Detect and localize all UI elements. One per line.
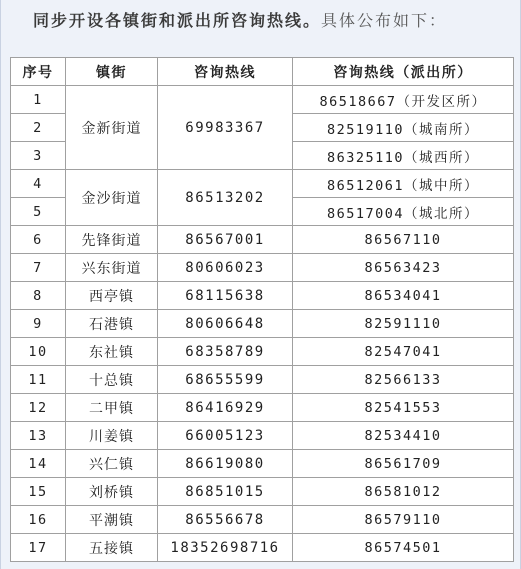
table-row [11, 254, 514, 282]
town-name: 西亭镇 [66, 282, 158, 310]
table-body [11, 86, 514, 562]
town-name: 十总镇 [66, 366, 158, 394]
town-hotline: 69983367 [158, 86, 293, 170]
station-hotline: 86518667（开发区所） [293, 86, 514, 114]
town-name: 金新街道 [66, 86, 158, 170]
table-row [11, 226, 514, 254]
table-row [11, 282, 514, 310]
row-index: 5 [11, 198, 66, 226]
town-name: 五接镇 [66, 534, 158, 562]
row-index: 16 [11, 506, 66, 534]
town-name: 金沙街道 [66, 170, 158, 226]
town-hotline: 80606648 [158, 310, 293, 338]
row-index: 17 [11, 534, 66, 562]
table-header-row [11, 58, 514, 86]
row-index: 13 [11, 422, 66, 450]
town-hotline: 86513202 [158, 170, 293, 226]
station-hotline: 82591110 [293, 310, 514, 338]
station-hotline: 86567110 [293, 226, 514, 254]
town-hotline: 86556678 [158, 506, 293, 534]
town-name: 东社镇 [66, 338, 158, 366]
town-hotline: 68358789 [158, 338, 293, 366]
row-index: 14 [11, 450, 66, 478]
table-row [11, 310, 514, 338]
town-hotline: 80606023 [158, 254, 293, 282]
row-index: 11 [11, 366, 66, 394]
town-hotline: 86619080 [158, 450, 293, 478]
row-index: 6 [11, 226, 66, 254]
table-row [11, 338, 514, 366]
row-index: 7 [11, 254, 66, 282]
row-index: 2 [11, 114, 66, 142]
row-index: 1 [11, 86, 66, 114]
intro-normal-text: 具体公布如下： [321, 11, 448, 30]
station-hotline: 82547041 [293, 338, 514, 366]
town-hotline: 86851015 [158, 478, 293, 506]
town-name: 二甲镇 [66, 394, 158, 422]
header-index: 序号 [11, 58, 66, 86]
row-index: 4 [11, 170, 66, 198]
row-index: 3 [11, 142, 66, 170]
town-hotline: 68655599 [158, 366, 293, 394]
header-station-hotline: 咨询热线（派出所） [293, 58, 514, 86]
station-hotline: 86574501 [293, 534, 514, 562]
station-hotline: 86517004（城北所） [293, 198, 514, 226]
town-name: 平潮镇 [66, 506, 158, 534]
station-hotline: 86325110（城西所） [293, 142, 514, 170]
town-name: 石港镇 [66, 310, 158, 338]
table-row [11, 478, 514, 506]
station-hotline: 86581012 [293, 478, 514, 506]
header-town: 镇街 [66, 58, 158, 86]
intro-paragraph [33, 8, 518, 31]
town-hotline: 18352698716 [158, 534, 293, 562]
town-hotline: 66005123 [158, 422, 293, 450]
town-hotline: 86567001 [158, 226, 293, 254]
station-hotline: 86534041 [293, 282, 514, 310]
table-row [11, 450, 514, 478]
header-hotline: 咨询热线 [158, 58, 293, 86]
station-hotline: 82541553 [293, 394, 514, 422]
station-hotline: 86512061（城中所） [293, 170, 514, 198]
table-row [11, 534, 514, 562]
station-hotline: 82534410 [293, 422, 514, 450]
row-index: 9 [11, 310, 66, 338]
town-name: 兴东街道 [66, 254, 158, 282]
row-index: 12 [11, 394, 66, 422]
station-hotline: 86563423 [293, 254, 514, 282]
town-name: 川姜镇 [66, 422, 158, 450]
table-row [11, 170, 514, 198]
table-row [11, 366, 514, 394]
town-hotline: 86416929 [158, 394, 293, 422]
intro-bold-text: 同步开设各镇街和派出所咨询热线。 [33, 11, 322, 30]
station-hotline: 82566133 [293, 366, 514, 394]
row-index: 15 [11, 478, 66, 506]
station-hotline: 82519110（城南所） [293, 114, 514, 142]
town-name: 先锋街道 [66, 226, 158, 254]
table-row [11, 86, 514, 114]
station-hotline: 86561709 [293, 450, 514, 478]
table-row [11, 422, 514, 450]
town-hotline: 68115638 [158, 282, 293, 310]
row-index: 8 [11, 282, 66, 310]
hotline-table [10, 57, 514, 562]
station-hotline: 86579110 [293, 506, 514, 534]
town-name: 刘桥镇 [66, 478, 158, 506]
table-row [11, 506, 514, 534]
table-row [11, 394, 514, 422]
row-index: 10 [11, 338, 66, 366]
town-name: 兴仁镇 [66, 450, 158, 478]
